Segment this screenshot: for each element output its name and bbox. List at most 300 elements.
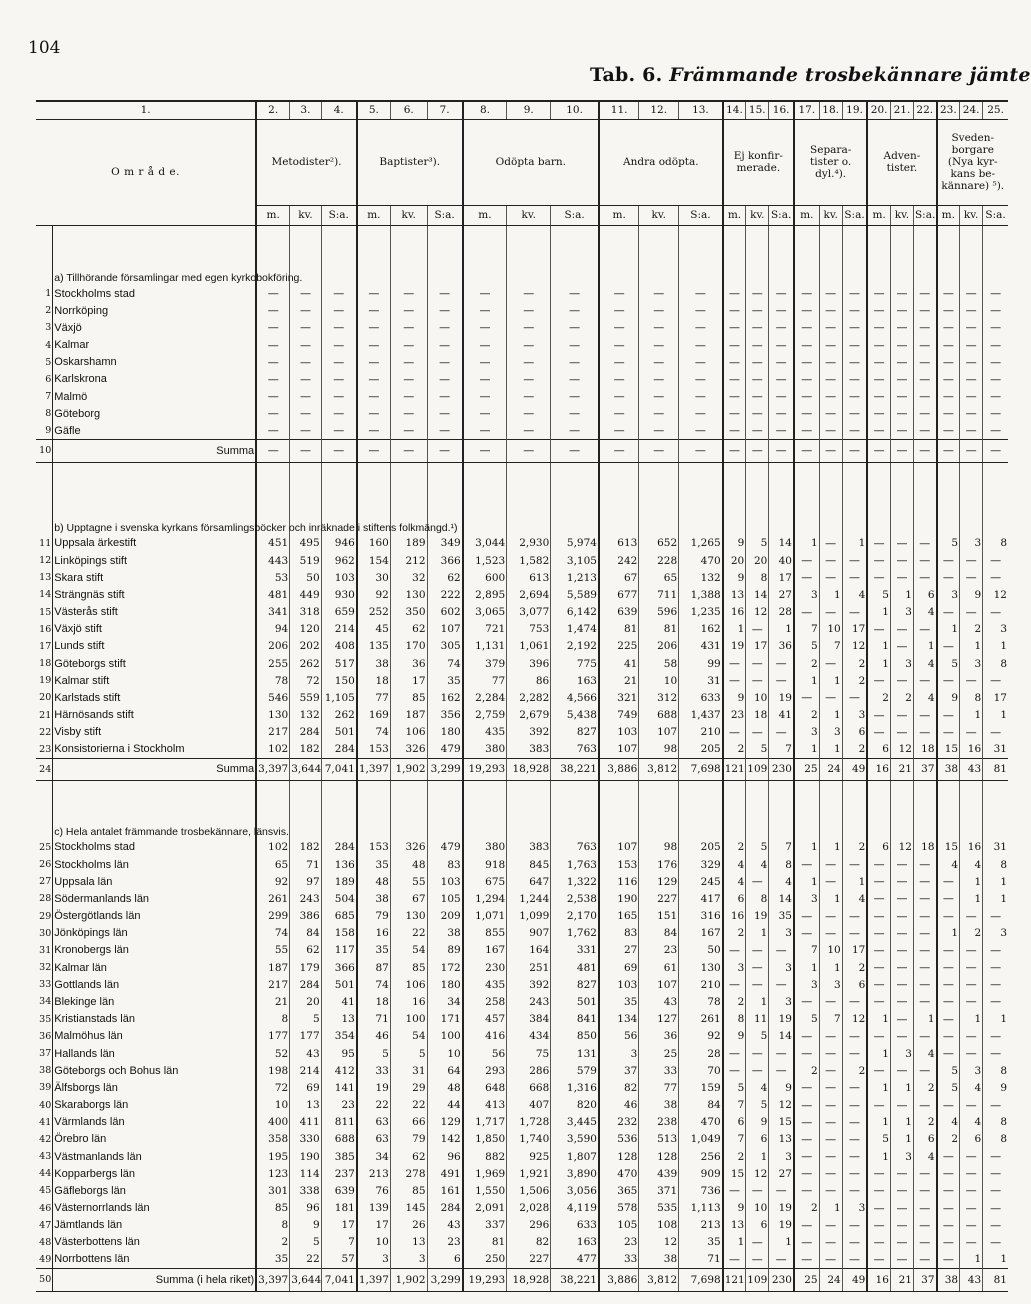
value-cell: 99 xyxy=(679,655,723,672)
value-cell: 43 xyxy=(960,758,983,781)
group-header: Metodister²). xyxy=(256,119,357,205)
value-cell: — xyxy=(723,724,746,741)
col-number: 17. xyxy=(794,101,819,119)
value-cell: — xyxy=(746,440,769,463)
value-cell: — xyxy=(890,724,913,741)
value-cell: 4 xyxy=(769,873,794,890)
value-cell: 1 xyxy=(746,993,769,1010)
value-cell: — xyxy=(913,354,936,371)
value-cell: 162 xyxy=(679,621,723,638)
value-cell: — xyxy=(890,405,913,422)
value-cell: — xyxy=(427,319,463,336)
value-cell: 9 xyxy=(723,689,746,706)
value-cell: — xyxy=(937,1251,960,1268)
value-cell: — xyxy=(723,655,746,672)
value-cell: 123 xyxy=(256,1165,290,1182)
value-cell: 4 xyxy=(960,856,983,873)
value-cell: 62 xyxy=(290,942,321,959)
value-cell: 284 xyxy=(290,724,321,741)
value-cell: 3 xyxy=(937,586,960,603)
value-cell: 3 xyxy=(960,535,983,552)
value-cell: 470 xyxy=(599,1165,639,1182)
value-cell: 49 xyxy=(842,758,867,781)
value-cell: 103 xyxy=(599,976,639,993)
value-cell: 517 xyxy=(321,655,357,672)
value-cell: 827 xyxy=(551,724,599,741)
value-cell: 12 xyxy=(746,1165,769,1182)
col-number: 20. xyxy=(867,101,890,119)
area-name: Kopparbergs län xyxy=(54,1167,135,1180)
page-number: 104 xyxy=(28,38,61,58)
value-cell: 15 xyxy=(723,1165,746,1182)
sum-label: Summa (i hela riket) xyxy=(53,1268,256,1291)
area-name: Gäfle xyxy=(54,424,81,437)
value-cell: 14 xyxy=(769,1028,794,1045)
row-number: 37 xyxy=(36,1045,53,1062)
value-cell: 1 xyxy=(723,621,746,638)
value-cell: 128 xyxy=(639,1148,679,1165)
value-cell: 250 xyxy=(463,1251,507,1268)
value-cell: — xyxy=(746,724,769,741)
value-cell: — xyxy=(960,1045,983,1062)
area-name: Göteborg xyxy=(54,407,101,420)
value-cell: — xyxy=(819,319,842,336)
value-cell: — xyxy=(842,354,867,371)
value-cell: — xyxy=(983,942,1008,959)
value-cell: 918 xyxy=(463,856,507,873)
value-cell: 17 xyxy=(357,1217,391,1234)
value-cell: 2 xyxy=(842,741,867,758)
value-cell: — xyxy=(819,388,842,405)
area-name: Karlskrona xyxy=(54,373,107,386)
value-cell: 20 xyxy=(723,552,746,569)
value-cell: — xyxy=(746,655,769,672)
value-cell: — xyxy=(890,890,913,907)
sub-header: m. xyxy=(463,205,507,225)
value-cell: — xyxy=(290,285,321,302)
value-cell: 408 xyxy=(321,638,357,655)
row-number: 13 xyxy=(36,569,53,586)
value-cell: 385 xyxy=(321,1148,357,1165)
value-cell: 19 xyxy=(769,1217,794,1234)
value-cell: — xyxy=(913,908,936,925)
col-number: 19. xyxy=(842,101,867,119)
value-cell: — xyxy=(890,873,913,890)
value-cell: — xyxy=(390,422,427,439)
value-cell: 10 xyxy=(427,1045,463,1062)
row-number: 40 xyxy=(36,1096,53,1113)
sum-row xyxy=(36,1268,1008,1291)
value-cell: 33 xyxy=(599,1251,639,1268)
sub-header: S:a. xyxy=(983,205,1008,225)
value-cell: — xyxy=(794,1182,819,1199)
value-cell: 228 xyxy=(639,552,679,569)
value-cell: 1,235 xyxy=(679,604,723,621)
value-cell: — xyxy=(937,976,960,993)
value-cell: 9 xyxy=(960,586,983,603)
value-cell: 301 xyxy=(256,1182,290,1199)
value-cell: — xyxy=(794,1096,819,1113)
value-cell: 13 xyxy=(723,586,746,603)
value-cell: 925 xyxy=(507,1148,551,1165)
table-row xyxy=(36,1011,1008,1028)
data-table xyxy=(36,100,1008,1292)
value-cell: — xyxy=(842,1096,867,1113)
value-cell: 341 xyxy=(256,604,290,621)
value-cell: — xyxy=(819,993,842,1010)
value-cell: — xyxy=(794,1131,819,1148)
value-cell: — xyxy=(913,873,936,890)
value-cell: — xyxy=(639,371,679,388)
value-cell: — xyxy=(507,354,551,371)
value-cell: — xyxy=(769,440,794,463)
value-cell: 3 xyxy=(983,925,1008,942)
table-row xyxy=(36,569,1008,586)
value-cell: 46 xyxy=(357,1028,391,1045)
value-cell: — xyxy=(679,319,723,336)
value-cell: — xyxy=(390,354,427,371)
value-cell: — xyxy=(357,371,391,388)
value-cell: 1,099 xyxy=(507,908,551,925)
value-cell: — xyxy=(679,337,723,354)
value-cell: 237 xyxy=(321,1165,357,1182)
row-number: 45 xyxy=(36,1182,53,1199)
row-number: 49 xyxy=(36,1251,53,1268)
value-cell: 35 xyxy=(427,672,463,689)
value-cell: 77 xyxy=(357,689,391,706)
value-cell: — xyxy=(794,1028,819,1045)
col-number: 12. xyxy=(639,101,679,119)
value-cell: — xyxy=(746,621,769,638)
value-cell: 18 xyxy=(746,707,769,724)
area-name: Södermanlands län xyxy=(54,892,150,905)
value-cell: 477 xyxy=(551,1251,599,1268)
value-cell: 434 xyxy=(507,1028,551,1045)
value-cell: 5,438 xyxy=(551,707,599,724)
value-cell: 213 xyxy=(679,1217,723,1234)
title-main: Främmande trosbekännare jämte xyxy=(669,64,1031,86)
value-cell: — xyxy=(746,285,769,302)
value-cell: — xyxy=(937,604,960,621)
value-cell: — xyxy=(321,337,357,354)
value-cell: 1,902 xyxy=(390,758,427,781)
area-name: Skara stift xyxy=(54,571,104,584)
value-cell: — xyxy=(983,354,1008,371)
value-cell: — xyxy=(427,371,463,388)
value-cell: — xyxy=(507,319,551,336)
value-cell: 84 xyxy=(679,1096,723,1113)
value-cell: — xyxy=(890,388,913,405)
value-cell: — xyxy=(794,1165,819,1182)
value-cell: — xyxy=(890,302,913,319)
value-cell: — xyxy=(867,925,890,942)
value-cell: — xyxy=(842,925,867,942)
value-cell: 1 xyxy=(983,707,1008,724)
value-cell: 400 xyxy=(256,1114,290,1131)
value-cell: — xyxy=(890,976,913,993)
value-cell: 5,974 xyxy=(551,535,599,552)
value-cell: — xyxy=(819,873,842,890)
value-cell: 17 xyxy=(769,569,794,586)
value-cell: — xyxy=(913,405,936,422)
value-cell: 50 xyxy=(679,942,723,959)
value-cell: — xyxy=(960,285,983,302)
value-cell: 338 xyxy=(290,1182,321,1199)
value-cell: 37 xyxy=(913,1268,936,1291)
value-cell: 1 xyxy=(819,586,842,603)
value-cell: — xyxy=(256,354,290,371)
value-cell: — xyxy=(794,1148,819,1165)
value-cell: — xyxy=(913,535,936,552)
value-cell: — xyxy=(867,724,890,741)
value-cell: 3,886 xyxy=(599,758,639,781)
sub-header: kv. xyxy=(390,205,427,225)
value-cell: 293 xyxy=(463,1062,507,1079)
value-cell: 18 xyxy=(357,993,391,1010)
value-cell: 121 xyxy=(723,1268,746,1291)
value-cell: 1 xyxy=(794,741,819,758)
sub-header: S:a. xyxy=(427,205,463,225)
value-cell: — xyxy=(794,569,819,586)
value-cell: 366 xyxy=(427,552,463,569)
table-row xyxy=(36,1165,1008,1182)
value-cell: 2 xyxy=(842,672,867,689)
value-cell: 4 xyxy=(842,890,867,907)
col-number: 13. xyxy=(679,101,723,119)
value-cell: 63 xyxy=(357,1131,391,1148)
value-cell: 470 xyxy=(679,1114,723,1131)
value-cell: 536 xyxy=(599,1131,639,1148)
value-cell: — xyxy=(842,285,867,302)
value-cell: — xyxy=(819,655,842,672)
value-cell: — xyxy=(913,285,936,302)
value-cell: 2 xyxy=(890,689,913,706)
value-cell: — xyxy=(769,976,794,993)
value-cell: 23 xyxy=(723,707,746,724)
value-cell: — xyxy=(794,689,819,706)
value-cell: — xyxy=(890,569,913,586)
table-row xyxy=(36,839,1008,856)
value-cell: — xyxy=(794,552,819,569)
value-cell: 85 xyxy=(390,959,427,976)
value-cell: 3 xyxy=(960,1062,983,1079)
value-cell: 16 xyxy=(723,604,746,621)
value-cell: 3 xyxy=(599,1045,639,1062)
value-cell: — xyxy=(960,388,983,405)
value-cell: — xyxy=(256,302,290,319)
row-number: 23 xyxy=(36,741,53,758)
value-cell: — xyxy=(551,319,599,336)
value-cell: 38 xyxy=(357,890,391,907)
value-cell: 33 xyxy=(639,1062,679,1079)
row-number: 15 xyxy=(36,604,53,621)
value-cell: — xyxy=(256,388,290,405)
value-cell: 3 xyxy=(794,976,819,993)
area-name: Värmlands län xyxy=(54,1116,125,1129)
value-cell: 232 xyxy=(599,1114,639,1131)
value-cell: — xyxy=(842,371,867,388)
value-cell: — xyxy=(819,1165,842,1182)
value-cell: 72 xyxy=(290,672,321,689)
sub-header: m. xyxy=(256,205,290,225)
value-cell: 6 xyxy=(427,1251,463,1268)
value-cell: — xyxy=(983,422,1008,439)
value-cell: 187 xyxy=(256,959,290,976)
value-cell: — xyxy=(983,285,1008,302)
value-cell: — xyxy=(937,388,960,405)
value-cell: 688 xyxy=(321,1131,357,1148)
value-cell: 7 xyxy=(794,621,819,638)
page-title xyxy=(590,64,1031,86)
value-cell: 1 xyxy=(746,1148,769,1165)
row-number: 50 xyxy=(36,1268,53,1291)
row-number: 43 xyxy=(36,1148,53,1165)
value-cell: — xyxy=(723,1251,746,1268)
value-cell: 19 xyxy=(357,1079,391,1096)
row-number xyxy=(36,781,53,839)
value-cell: — xyxy=(769,942,794,959)
value-cell: 763 xyxy=(551,839,599,856)
value-cell: 170 xyxy=(390,638,427,655)
group-header: Odöpta barn. xyxy=(463,119,599,205)
value-cell: 5 xyxy=(746,535,769,552)
value-cell: — xyxy=(913,302,936,319)
value-cell: — xyxy=(723,388,746,405)
value-cell: 25 xyxy=(639,1045,679,1062)
value-cell: — xyxy=(867,621,890,638)
value-cell: 210 xyxy=(679,724,723,741)
value-cell: 907 xyxy=(507,925,551,942)
col-number: 23. xyxy=(937,101,960,119)
value-cell: — xyxy=(551,388,599,405)
value-cell: — xyxy=(769,337,794,354)
value-cell: 230 xyxy=(463,959,507,976)
value-cell: 2 xyxy=(794,1062,819,1079)
value-cell: 356 xyxy=(427,707,463,724)
value-cell: — xyxy=(937,405,960,422)
value-cell: — xyxy=(890,552,913,569)
value-cell: 2,170 xyxy=(551,908,599,925)
value-cell: 2 xyxy=(842,959,867,976)
value-cell: — xyxy=(819,856,842,873)
value-cell: — xyxy=(867,1062,890,1079)
value-cell: 535 xyxy=(639,1199,679,1216)
value-cell: — xyxy=(723,405,746,422)
value-cell: 435 xyxy=(463,724,507,741)
value-cell: — xyxy=(960,337,983,354)
value-cell: 286 xyxy=(507,1062,551,1079)
value-cell: 69 xyxy=(599,959,639,976)
value-cell: — xyxy=(867,1182,890,1199)
value-cell: 75 xyxy=(507,1045,551,1062)
value-cell: 8 xyxy=(723,1011,746,1028)
value-cell: 2 xyxy=(842,839,867,856)
value-cell: 596 xyxy=(639,604,679,621)
value-cell: 153 xyxy=(599,856,639,873)
value-cell: — xyxy=(769,354,794,371)
value-cell: — xyxy=(937,707,960,724)
value-cell: 5 xyxy=(937,655,960,672)
value-cell: 1 xyxy=(819,1199,842,1216)
area-name: Norrköping xyxy=(54,304,109,317)
value-cell: 134 xyxy=(599,1011,639,1028)
row-number: 32 xyxy=(36,959,53,976)
value-cell: — xyxy=(867,285,890,302)
value-cell: 1 xyxy=(723,1234,746,1251)
value-cell: — xyxy=(867,890,890,907)
value-cell: — xyxy=(937,354,960,371)
value-cell: 326 xyxy=(390,741,427,758)
value-cell: 5 xyxy=(357,1045,391,1062)
value-cell: 2,679 xyxy=(507,707,551,724)
value-cell: 1,049 xyxy=(679,1131,723,1148)
value-cell: 11 xyxy=(746,1011,769,1028)
value-cell: 379 xyxy=(463,655,507,672)
value-cell: — xyxy=(769,319,794,336)
value-cell: — xyxy=(794,337,819,354)
value-cell: 48 xyxy=(390,856,427,873)
value-cell: 7 xyxy=(769,839,794,856)
value-cell: — xyxy=(937,873,960,890)
value-cell: — xyxy=(983,672,1008,689)
value-cell: 2 xyxy=(867,689,890,706)
value-cell: — xyxy=(913,371,936,388)
value-cell: 62 xyxy=(427,569,463,586)
value-cell: — xyxy=(679,354,723,371)
value-cell: 1 xyxy=(983,1251,1008,1268)
value-cell: 845 xyxy=(507,856,551,873)
value-cell: 326 xyxy=(390,839,427,856)
area-name: Blekinge län xyxy=(54,995,115,1008)
value-cell: 43 xyxy=(960,1268,983,1291)
area-name: Västerås stift xyxy=(54,606,118,619)
value-cell: 102 xyxy=(256,839,290,856)
value-cell: — xyxy=(867,1234,890,1251)
value-cell: 8 xyxy=(983,856,1008,873)
value-cell: 21 xyxy=(256,993,290,1010)
value-cell: 18,928 xyxy=(507,758,551,781)
col-number: 16. xyxy=(769,101,794,119)
value-cell: 2 xyxy=(723,839,746,856)
value-cell: 100 xyxy=(427,1028,463,1045)
value-cell: 7 xyxy=(723,1096,746,1113)
value-cell: 16 xyxy=(723,908,746,925)
value-cell: — xyxy=(937,337,960,354)
row-number: 14 xyxy=(36,586,53,603)
value-cell: 413 xyxy=(463,1096,507,1113)
value-cell: 43 xyxy=(427,1217,463,1234)
value-cell: — xyxy=(842,388,867,405)
value-cell: — xyxy=(867,535,890,552)
value-cell: 1,388 xyxy=(679,586,723,603)
value-cell: 1,902 xyxy=(390,1268,427,1291)
area-name: Jönköpings län xyxy=(54,927,128,940)
col-number: 3. xyxy=(290,101,321,119)
value-cell: 120 xyxy=(290,621,321,638)
value-cell: 5 xyxy=(723,1079,746,1096)
value-cell: 578 xyxy=(599,1199,639,1216)
value-cell: — xyxy=(427,422,463,439)
value-cell: 6 xyxy=(723,890,746,907)
value-cell: 652 xyxy=(639,535,679,552)
value-cell: — xyxy=(819,1148,842,1165)
value-cell: 711 xyxy=(639,586,679,603)
value-cell: — xyxy=(842,1114,867,1131)
value-cell: 1 xyxy=(746,925,769,942)
value-cell: 8 xyxy=(256,1011,290,1028)
value-cell: — xyxy=(867,959,890,976)
value-cell: 202 xyxy=(290,638,321,655)
